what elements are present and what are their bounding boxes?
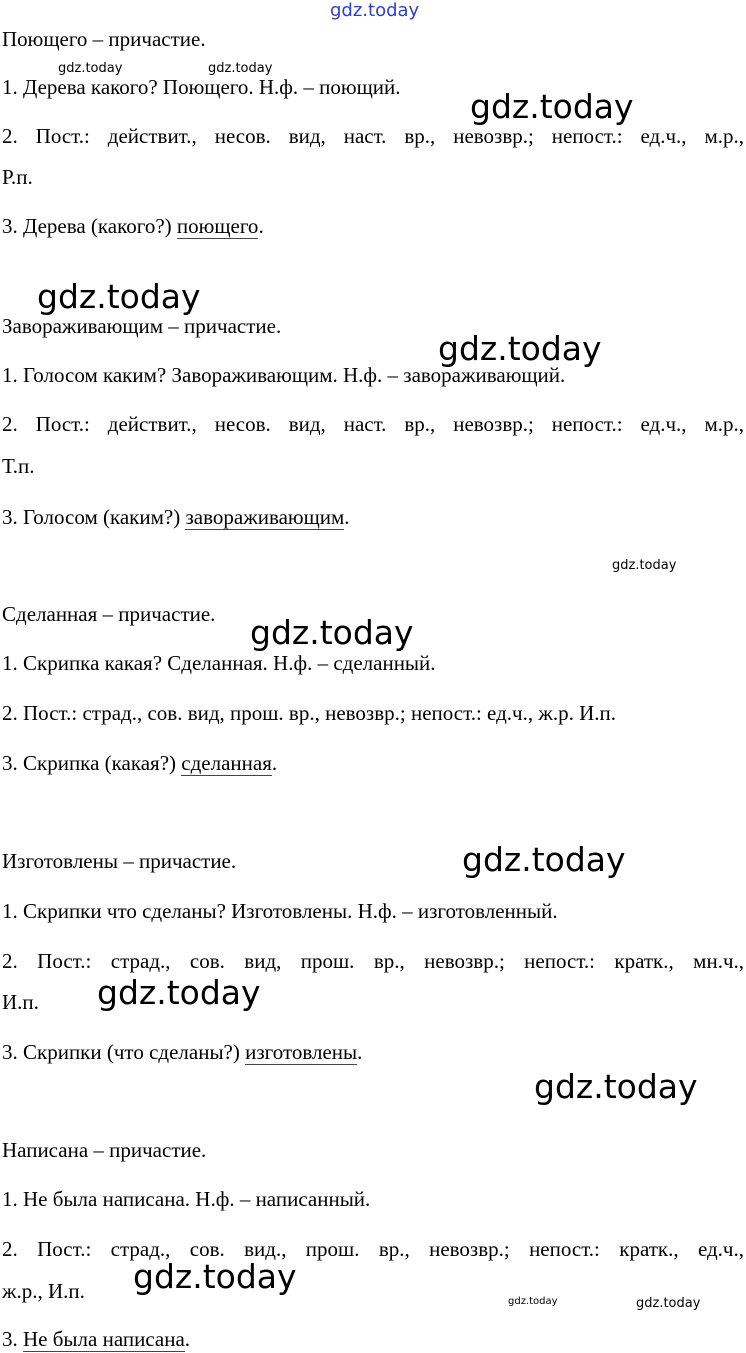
block-2-title: Завораживающим – причастие. — [2, 314, 282, 338]
block-2-line-2-cont: Т.п. — [2, 454, 35, 478]
underlined-answer: изготовлены — [245, 1040, 358, 1064]
block-5-title: Написана – причастие. — [2, 1138, 207, 1162]
block-3-line-2: 2. Пост.: страд., сов. вид, прош. вр., невозвр.; непост.: ед.ч., ж.р. И.п. — [2, 701, 617, 725]
watermark: gdz.today — [97, 973, 261, 1012]
block-2-line-3 — [2, 505, 350, 529]
watermark: gdz.today — [462, 840, 626, 879]
block-1-line-2: 2. Пост.: действит., несов. вид, наст. вр., невозвр.; непост.: ед.ч., м.р., — [2, 124, 744, 148]
block-4-line-3 — [2, 1040, 362, 1064]
block-5-line-3 — [2, 1327, 190, 1351]
watermark: gdz.today — [470, 87, 634, 126]
watermark: gdz.today — [636, 1296, 701, 1311]
block-4-line-2-cont: И.п. — [2, 990, 39, 1014]
line-3-suffix: . — [357, 1040, 363, 1064]
block-1-line-2-cont: Р.п. — [2, 165, 33, 189]
line-3-prefix: 3. Дерева (какого?) — [2, 214, 177, 238]
watermark: gdz.today — [208, 61, 273, 76]
watermark: gdz.today — [438, 329, 602, 368]
watermark: gdz.today — [534, 1067, 698, 1106]
watermark: gdz.today — [250, 613, 414, 652]
block-4-title: Изготовлены – причастие. — [2, 849, 237, 873]
block-3-line-3 — [2, 751, 277, 775]
block-1-line-3 — [2, 214, 264, 238]
block-3-line-1: 1. Скрипка какая? Сделанная. Н.ф. – сделанный. — [2, 651, 436, 675]
underlined-answer: завораживающим — [185, 505, 345, 529]
block-1-line-1: 1. Дерева какого? Поющего. Н.ф. – поющий. — [2, 75, 401, 99]
line-3-prefix: 3. Голосом (каким?) — [2, 505, 186, 529]
underlined-answer: Не была написана — [23, 1327, 185, 1351]
line-3-prefix: 3. — [2, 1327, 23, 1351]
line-3-suffix: . — [184, 1327, 191, 1351]
block-4-line-2: 2. Пост.: страд., сов. вид, прош. вр., невозвр.; непост.: кратк., мн.ч., — [2, 949, 744, 973]
underlined-answer: сделанная — [181, 751, 272, 775]
line-3-prefix: 3. Скрипка (какая?) — [2, 751, 182, 775]
block-3-title: Сделанная – причастие. — [2, 602, 216, 626]
watermark: gdz.today — [133, 1257, 297, 1296]
underlined-answer: поющего — [176, 214, 259, 238]
line-3-prefix: 3. Скрипки (что сделаны?) — [2, 1040, 246, 1064]
block-2-line-1: 1. Голосом каким? Завораживающим. Н.ф. – завораживающий. — [2, 363, 566, 387]
block-2-line-2: 2. Пост.: действит., несов. вид, наст. вр., невозвр.; непост.: ед.ч., м.р., — [2, 412, 744, 436]
line-3-suffix: . — [258, 214, 264, 238]
watermark: gdz.today — [330, 0, 420, 21]
line-3-suffix: . — [271, 751, 278, 775]
block-4-line-1: 1. Скрипки что сделаны? Изготовлены. Н.ф. – изготовленный. — [2, 899, 558, 923]
watermark: gdz.today — [37, 277, 201, 316]
watermark: gdz.today — [612, 558, 677, 573]
block-5-line-2: 2. Пост.: страд., сов. вид., прош. вр., невозвр.; непост.: кратк., ед.ч., — [2, 1237, 744, 1261]
line-3-suffix: . — [344, 505, 350, 529]
watermark: gdz.today — [508, 1296, 558, 1307]
block-5-line-1: 1. Не была написана. Н.ф. – написанный. — [2, 1187, 371, 1211]
block-5-line-2-cont: ж.р., И.п. — [2, 1279, 85, 1303]
watermark: gdz.today — [58, 61, 123, 76]
block-1-title: Поющего – причастие. — [2, 27, 206, 51]
